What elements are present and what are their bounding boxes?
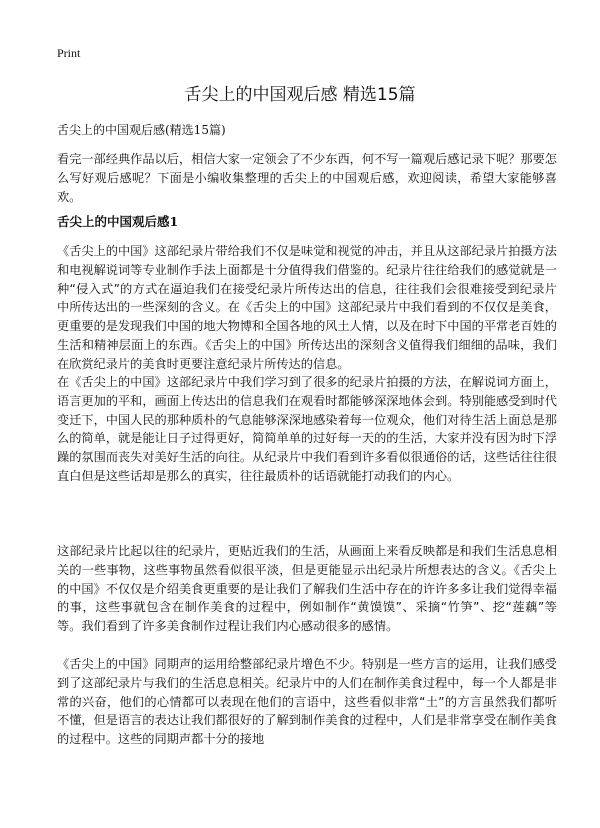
body-paragraph-1: 《舌尖上的中国》这部纪录片带给我们不仅是味觉和视觉的冲击，并且从这部纪录片拍摄方法和电视解说词等专业制作手法上面都是十分值得我们借鉴的。纪录片往往给我们的感觉就是一种“侵入式”的方式在逼迫我们在接受纪录片所传达出的信息，往往我们会很难接受到纪录片中所传达出的一些深刻的含义。在《舌尖上的中国》这部纪录片中我们看到的不仅仅是美食，更重要的是发现我们中国的地大物博和全国各地的风土人情，以及在时下中国的平常老百姓的生活和精神层面上的东西。《舌尖上的中国》所传达出的深刻含义值得我们细细的品味，我们在欣赏纪录片的美食时更要注意纪录片所传达的信息。 [57,244,557,371]
section-heading: 舌尖上的中国观后感1 [57,214,179,229]
document-subtitle: 舌尖上的中国观后感(精选15篇) [57,123,226,137]
intro-paragraph: 看完一部经典作品以后，相信大家一定领会了不少东西，何不写一篇观后感记录下呢？那要怎么写好观后感呢？下面是小编收集整理的舌尖上的中国观后感，欢迎阅读，希望大家能够喜欢。 [57,152,557,204]
page-title: 舌尖上的中国观后感 精选15篇 [184,85,416,105]
print-link[interactable]: Print [57,46,81,60]
body-paragraph-3: 这部纪录片比起以往的纪录片，更贴近我们的生活，从画面上来看反映都是和我们生活息息相关的一些事物，这些事物虽然看似很平淡，但是更能显示出纪录片所想表达的含义。《舌尖上的中国》不仅仅是介绍美食更重要的是让我们了解我们生活中存在的许许多多让我们觉得幸福的事，这些事就包含在制作美食的过程中，例如制作“黄馍馍”、采摘“竹笋”、挖“莲藕”等等。我们看到了许多美食制作过程让我们内心感动很多的感情。 [57,544,557,634]
body-paragraph-2: 在《舌尖上的中国》这部纪录片中我们学习到了很多的纪录片拍摄的方法，在解说词方面上，语言更加的平和，画面上传达出的信息我们在观看时都能够深深地体会到。特别能感受到时代变迁下，中国人民的那种质朴的气息能够深深地感染着每一位观众，他们对待生活上面总是那么的简单，就是能让日子过得更好，简简单单的过好每一天的的生活，大家并没有因为时下浮躁的氛围而丧失对美好生活的向往。从纪录片中我们看到许多看似很通俗的话，这些话往往很直白但是这些话却是那么的真实，往往最质朴的话语就能打动我们的内心。 [57,375,557,483]
body-paragraph-4: 《舌尖上的中国》同期声的运用给整部纪录片增色不少。特别是一些方言的运用，让我们感受到了这部纪录片与我们的生活息息相关。纪录片中的人们在制作美食过程中，每一个人都是非常的兴奋，他们的心情都可以表现在他们的言语中，这些看似非常“土”的方言虽然我们都听不懂，但是语言的表达让我们都很好的了解到制作美食的过程中，人们是非常享受在制作美食的过程中。这些的同期声都十分的接地 [57,657,557,747]
